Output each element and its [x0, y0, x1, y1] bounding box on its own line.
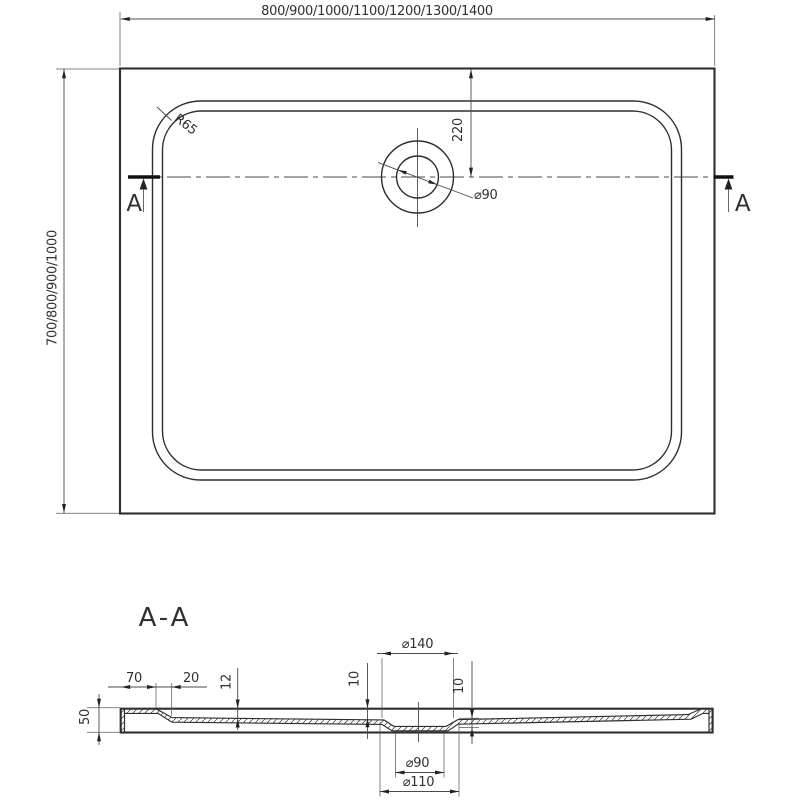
drain-diameter-label: ⌀90 [474, 188, 498, 203]
top-view [46, 4, 752, 514]
cut-material-hatch [124, 709, 709, 731]
section-marker-left [126, 177, 160, 217]
section-marker-right [714, 177, 751, 217]
corner-radius-label: R65 [171, 111, 200, 139]
dimension-section-height [78, 694, 120, 745]
rim-width-label: 70 [126, 671, 142, 686]
step-depth-label: 12 [219, 674, 235, 690]
section-view [78, 603, 713, 797]
tray-rim-inner-line [163, 111, 672, 470]
slope-width-label: 20 [183, 671, 199, 686]
dimension-width [120, 4, 715, 66]
section-letter-right: A [734, 191, 752, 217]
dimension-drain-top-diameter [377, 637, 458, 718]
width-dimension-label: 800/900/1000/1100/1200/1300/1400 [261, 4, 493, 19]
drain-offset-label: 220 [451, 118, 466, 142]
dimension-height [46, 69, 120, 513]
section-title: A-A [138, 603, 192, 633]
recess-diameter-label: ⌀110 [402, 775, 435, 790]
floor-depth-label: 10 [347, 671, 363, 687]
drain-hole-diameter-label: ⌀90 [405, 756, 430, 771]
tray-rim-outer-line [153, 101, 682, 480]
height-dimension-label: 700/800/900/1000 [45, 230, 61, 346]
dimension-drain-hole-diameter [396, 733, 445, 778]
recess-depth-label: 10 [452, 678, 467, 694]
dimension-floor-depth [348, 663, 370, 739]
section-letter-left: A [126, 191, 143, 217]
section-height-label: 50 [78, 709, 93, 725]
dimension-drain-offset [451, 69, 473, 176]
drain-top-diameter-label: ⌀140 [401, 637, 434, 652]
